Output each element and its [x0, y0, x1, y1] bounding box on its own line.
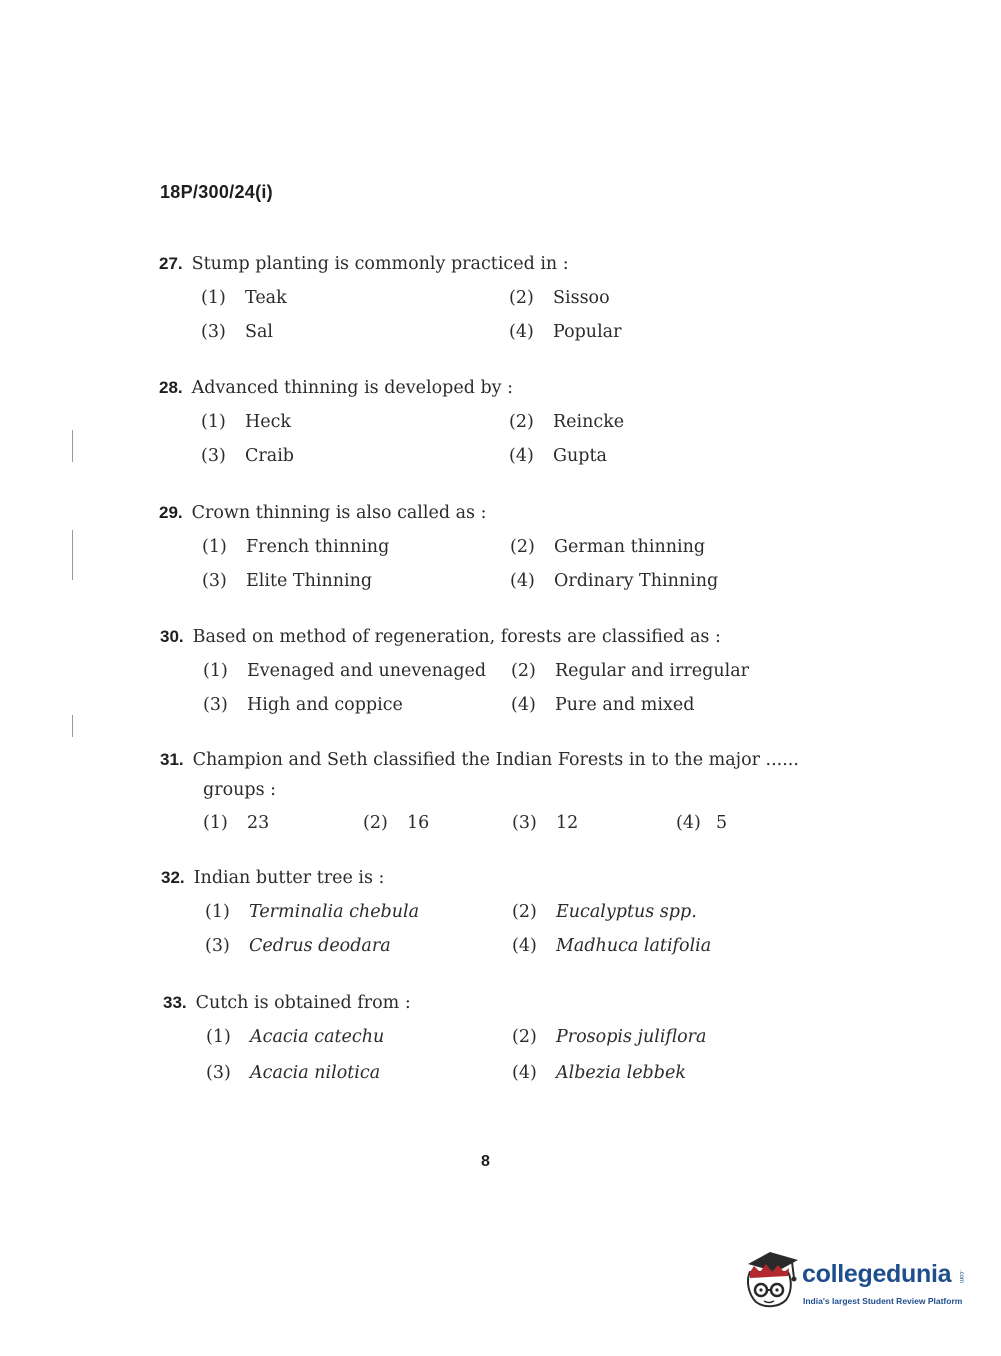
option-4: (4) Gupta	[509, 446, 607, 466]
option-4: (4) Ordinary Thinning	[510, 571, 719, 591]
option-1: (1) Heck	[201, 412, 292, 432]
option-1: (1) Acacia catechu	[206, 1027, 385, 1047]
question-text: Based on method of regeneration, forests are classified as :	[192, 627, 721, 647]
question-text: Advanced thinning is developed by :	[191, 378, 514, 398]
option-4: (4) Pure and mixed	[511, 695, 695, 715]
question-number: 28.	[159, 378, 183, 397]
question-text: Champion and Seth classified the Indian Forests in to the major ......	[192, 750, 799, 770]
page-number: 8	[481, 1153, 490, 1170]
question-text: Stump planting is commonly practiced in :	[191, 254, 569, 274]
margin-mark	[72, 430, 73, 462]
option-2: (2) Prosopis juliflora	[512, 1027, 707, 1047]
option-4: (4) Albezia lebbek	[512, 1063, 686, 1083]
collegedunia-logo[interactable]	[742, 1250, 972, 1318]
option-1: (1) Evenaged and unevenaged	[203, 661, 487, 681]
question-text: Indian butter tree is :	[193, 868, 385, 888]
option-2: (2) Regular and irregular	[511, 661, 749, 681]
paper-code: 18P/300/24(i)	[160, 182, 273, 202]
question-text: Cutch is obtained from :	[195, 993, 411, 1013]
option-2: (2) German thinning	[510, 537, 706, 557]
option-1: (1) Terminalia chebula	[205, 902, 420, 922]
question-number: 33.	[163, 993, 187, 1012]
option-3: (3) 12	[512, 813, 579, 833]
question-text-continued: groups :	[203, 780, 277, 800]
question-number: 29.	[159, 503, 183, 522]
option-2: (2) 16	[363, 813, 430, 833]
option-3: (3) Acacia nilotica	[206, 1063, 381, 1083]
option-4: (4) Madhuca latifolia	[512, 936, 712, 956]
question-number: 30.	[160, 627, 184, 646]
question-number: 32.	[161, 868, 185, 887]
logo-wordmark: collegedunia	[802, 1260, 952, 1288]
option-1: (1) French thinning	[202, 537, 390, 557]
option-1: (1) Teak	[201, 288, 287, 308]
option-2: (2) Eucalyptus spp.	[512, 902, 697, 922]
option-3: (3) Elite Thinning	[202, 571, 373, 591]
option-4: (4) Popular	[509, 322, 622, 342]
question-number: 31.	[160, 750, 184, 769]
margin-mark	[72, 530, 73, 580]
option-3: (3) Sal	[201, 322, 274, 342]
option-3: (3) Cedrus deodara	[205, 936, 391, 956]
option-1: (1) 23	[203, 813, 270, 833]
logo-suffix: .com	[958, 1270, 964, 1284]
option-2: (2) Sissoo	[509, 288, 610, 308]
option-3: (3) High and coppice	[203, 695, 403, 715]
margin-mark	[72, 715, 73, 737]
option-2: (2) Reincke	[509, 412, 625, 432]
question-text: Crown thinning is also called as :	[191, 503, 487, 523]
option-3: (3) Craib	[201, 446, 294, 466]
mascot-icon	[742, 1250, 802, 1312]
logo-tagline: India's largest Student Review Platform	[803, 1296, 963, 1306]
option-4: (4) 5	[676, 813, 728, 833]
question-number: 27.	[159, 254, 183, 273]
